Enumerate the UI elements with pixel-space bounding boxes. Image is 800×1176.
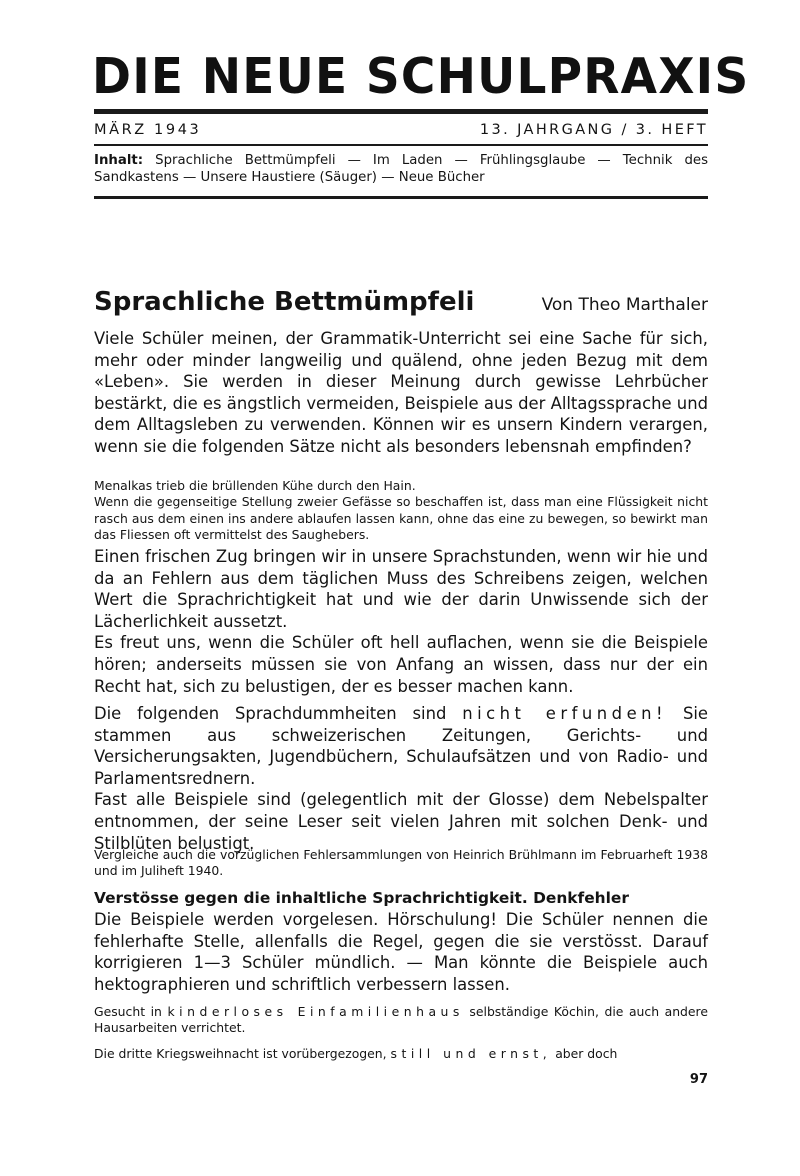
article-title: Sprachliche Bettmümpfeli (94, 287, 475, 317)
example-block-2 (94, 1004, 708, 1037)
article-header (94, 283, 708, 323)
example-4-after: aber doch (555, 1046, 618, 1061)
paragraph-group-3 (94, 703, 708, 854)
paragraph-intro (94, 328, 708, 458)
reference-note: Vergleiche auch die vorzüglichen Fehlersammlungen von Heinrich Brühlmann im Februarheft 1938 und im Juliheft 1940. (94, 847, 708, 879)
article-author: Von Theo Marthaler (541, 295, 708, 315)
document-page (92, 0, 750, 1176)
paragraph-1: Viele Schüler meinen, der Grammatik-Unterricht sei eine Sache für sich, mehr oder minder langweilig und quälend, ohne jeden Bezug mit dem «Leben». Sie werden in dieser Meinung durch gewisse Lehrbücher bestärkt, die es ängstlich vermeiden, Beispiele aus der Alltagssprache und dem Alltagsleben zu verwenden. Können wir es unsern Kindern verargen, wenn sie die folgenden Sätze nicht als besonders lebensnah empfinden? (94, 329, 708, 456)
example-sentences (94, 478, 708, 544)
note-block (94, 847, 708, 880)
issue-line (94, 120, 708, 140)
paragraph-4-spaced: nicht erfunden! (462, 704, 668, 723)
masthead-rule-thick (94, 109, 708, 114)
contents-items: Sprachliche Bettmümpfeli — Im Laden — Frühlingsglaube — Technik des Sandkastens — Unsere Haustiere (Säuger) — Neue Bücher (94, 153, 708, 185)
paragraph-6: Die Beispiele werden vorgelesen. Hörschulung! Die Schüler nennen die fehlerhafte Stelle, allenfalls die Regel, gegen die sie verstösst. Darauf korrigieren 1—3 Schüler mündlich. — Man könnte die Beispiele auch hektographieren und schriftlich verbessern lassen. (94, 910, 708, 994)
paragraph-group-2 (94, 546, 708, 697)
paragraph-4-after: Sie stammen aus schweizerischen Zeitungen, Gerichts- und Versicherungsakten, Jugendbüchern, Schulaufsätzen und von Radio- und Parlamentsrednern. (94, 704, 708, 788)
example-3-after: selbständige Köchin, die auch andere Hausarbeiten verrichtet. (94, 1004, 708, 1036)
paragraph-4 (94, 703, 708, 789)
example-3-spaced: kinderloses Einfamilienhaus (167, 1004, 464, 1019)
page-number: 97 (689, 1072, 708, 1087)
table-of-contents (94, 152, 708, 186)
contents-label: Inhalt: (94, 153, 144, 168)
issue-date: MÄRZ 1943 (94, 122, 202, 138)
example-4-before: Die dritte Kriegsweihnacht ist vorübergezogen, (94, 1046, 387, 1061)
example-4 (94, 1046, 708, 1062)
issue-volume: 13. JAHRGANG / 3. HEFT (479, 122, 708, 138)
example-1: Menalkas trieb die brüllenden Kühe durch den Hain. (94, 478, 416, 493)
paragraph-5: Fast alle Beispiele sind (gelegentlich mit der Glosse) dem Nebelspalter entnommen, der seine Leser seit vielen Jahren mit solchen Denk- und Stilblüten belustigt. (94, 790, 708, 853)
section-block (94, 888, 708, 995)
masthead-title: DIE NEUE SCHULPRAXIS (92, 47, 750, 106)
paragraph-4-before: Die folgenden Sprachdummheiten sind (94, 704, 447, 723)
example-2: Wenn die gegenseitige Stellung zweier Gefässe so beschaffen ist, dass man eine Flüssigkeit nicht rasch aus dem einen ins andere ablaufen lassen kann, ohne das eine zu bewegen, so bewirkt man das Fliessen oft vermittelst des Saughebers. (94, 494, 708, 543)
example-block-3 (94, 1046, 708, 1062)
example-4-spaced: still und ernst, (390, 1046, 552, 1061)
section-heading: Verstösse gegen die inhaltliche Sprachrichtigkeit. Denkfehler (94, 889, 629, 907)
example-3-before: Gesucht in (94, 1004, 162, 1019)
example-3 (94, 1004, 708, 1037)
paragraph-3: Es freut uns, wenn die Schüler oft hell auflachen, wenn sie die Beispiele hören; anderseits müssen sie von Anfang an wissen, dass nur der ein Recht hat, sich zu belustigen, der es besser machen kann. (94, 633, 708, 696)
paragraph-2: Einen frischen Zug bringen wir in unsere Sprachstunden, wenn wir hie und da an Fehlern aus dem täglichen Muss des Schreibens zeigen, welchen Wert die Sprachrichtigkeit hat und wie der darin Unwissende sich der Lächerlichkeit aussetzt. (94, 547, 708, 631)
issue-rule (94, 144, 708, 146)
contents-rule (94, 196, 708, 199)
